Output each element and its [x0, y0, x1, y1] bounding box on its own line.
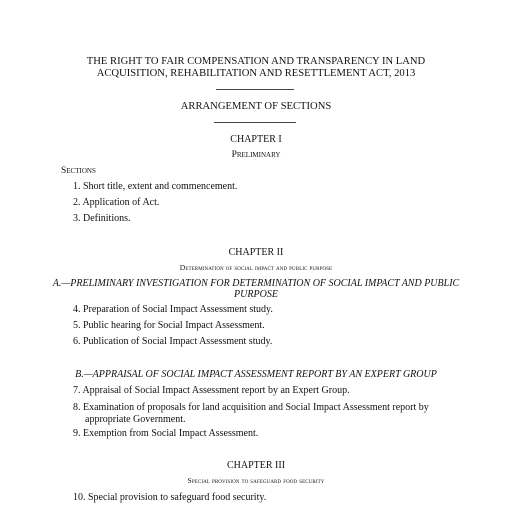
part-b-heading: B.—APPRAISAL OF SOCIAL IMPACT ASSESSMENT REPORT BY AN EXPERT GROUP	[75, 369, 437, 380]
arrangement-divider	[214, 122, 296, 123]
chapter-2-subtitle: Determination of social impact and public purpose	[179, 263, 333, 272]
section-item: 1. Short title, extent and commencement.	[73, 181, 238, 192]
chapter-3-heading: CHAPTER III	[226, 460, 286, 471]
section-item: 5. Public hearing for Social Impact Assessment.	[73, 320, 265, 331]
chapter-2-heading: CHAPTER II	[228, 247, 284, 258]
section-item: 2. Application of Act.	[73, 197, 160, 208]
part-a-heading-line-2: PURPOSE	[234, 289, 278, 300]
section-item: 3. Definitions.	[73, 213, 131, 224]
act-title-line-2: ACQUISITION, REHABILITATION AND RESETTLEMENT ACT, 2013	[96, 68, 416, 79]
part-a-heading-line-1: A.—PRELIMINARY INVESTIGATION FOR DETERMINATION OF SOCIAL IMPACT AND PUBLIC	[52, 278, 460, 289]
title-divider	[216, 89, 294, 90]
chapter-1-heading: CHAPTER I	[230, 134, 282, 145]
act-title-line-1: THE RIGHT TO FAIR COMPENSATION AND TRANSPARENCY IN LAND	[86, 56, 426, 67]
arrangement-heading: ARRANGEMENT OF SECTIONS	[180, 101, 332, 112]
sections-label: Sections	[61, 166, 96, 176]
section-item: 7. Appraisal of Social Impact Assessment report by an Expert Group.	[73, 385, 350, 396]
section-item: 8. Examination of proposals for land acquisition and Social Impact Assessment report by appropriate Government.	[73, 402, 429, 425]
section-item: 9. Exemption from Social Impact Assessment.	[73, 428, 259, 439]
chapter-1-subtitle: Preliminary	[231, 150, 281, 160]
section-item: 10. Special provision to safeguard food security.	[73, 492, 267, 503]
section-item: 4. Preparation of Social Impact Assessment study.	[73, 304, 273, 315]
section-item: 6. Publication of Social Impact Assessment study.	[73, 336, 273, 347]
chapter-3-subtitle: Special provision to safeguard food security	[187, 476, 325, 485]
